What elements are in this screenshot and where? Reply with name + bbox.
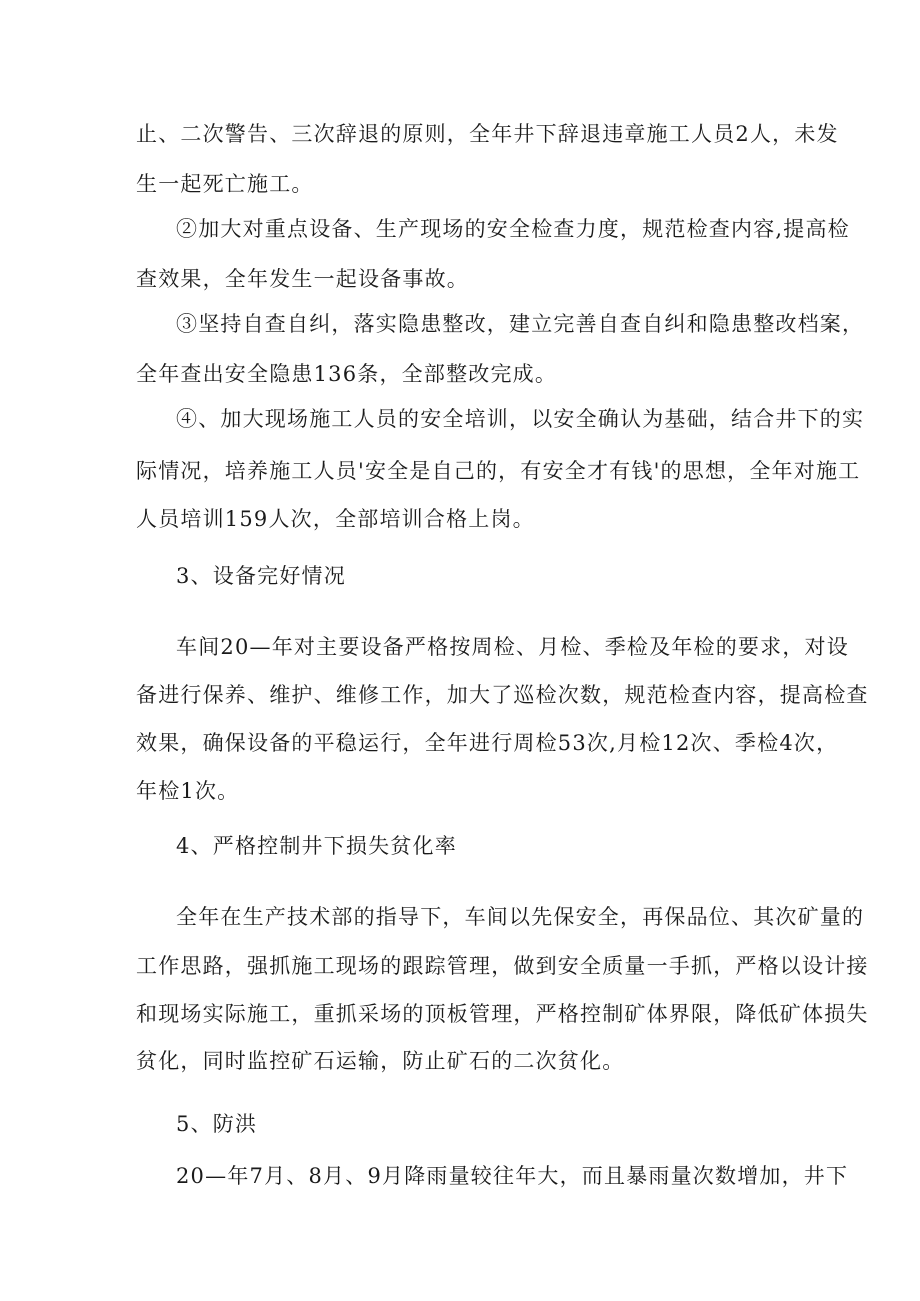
section-heading: 5、防洪	[176, 1112, 258, 1136]
section-heading: 4、严格控制井下损失贫化率	[176, 834, 457, 858]
text-line: 年检1次。	[136, 779, 240, 803]
text-line: 和现场实际施工，重抓采场的顶板管理，严格控制矿体界限，降低矿体损失	[136, 1002, 869, 1026]
section-heading: 3、设备完好情况	[176, 564, 346, 588]
paragraph-start: 全年在生产技术部的指导下，车间以先保安全，再保品位、其次矿量的	[176, 905, 865, 929]
text-line: 查效果，全年发生一起设备事故。	[136, 267, 469, 291]
paragraph-start: ④、加大现场施工人员的安全培训，以安全确认为基础，结合井下的实	[176, 407, 865, 431]
text-line: 备进行保养、维护、维修工作，加大了巡检次数，规范检查内容，提高检查	[136, 683, 869, 707]
paragraph-start: 20—年7月、8月、9月降雨量较往年大，而且暴雨量次数增加，井下	[176, 1164, 849, 1188]
text-line: 工作思路，强抓施工现场的跟踪管理，做到安全质量一手抓，严格以设计接	[136, 954, 869, 978]
text-line: 生一起死亡施工。	[136, 172, 314, 196]
text-line: 止、二次警告、三次辞退的原则，全年井下辞退违章施工人员2人，未发	[136, 122, 839, 146]
text-line: 全年查出安全隐患136条，全部整改完成。	[136, 362, 558, 386]
text-line: 人员培训159人次，全部培训合格上岗。	[136, 507, 535, 531]
paragraph-start: ②加大对重点设备、生产现场的安全检查力度，规范检查内容,提高检	[176, 217, 850, 241]
text-line: 际情况，培养施工人员'安全是自己的，有安全才有钱'的思想，全年对施工	[136, 459, 861, 483]
text-line: 贫化，同时监控矿石运输，防止矿石的二次贫化。	[136, 1049, 625, 1073]
text-line: 效果，确保设备的平稳运行，全年进行周检53次,月检12次、季检4次，	[136, 731, 839, 755]
paragraph-start: ③坚持自查自纠，落实隐患整改，建立完善自查自纠和隐患整改档案，	[176, 312, 865, 336]
paragraph-start: 车间20—年对主要设备严格按周检、月检、季检及年检的要求，对设	[176, 635, 849, 659]
